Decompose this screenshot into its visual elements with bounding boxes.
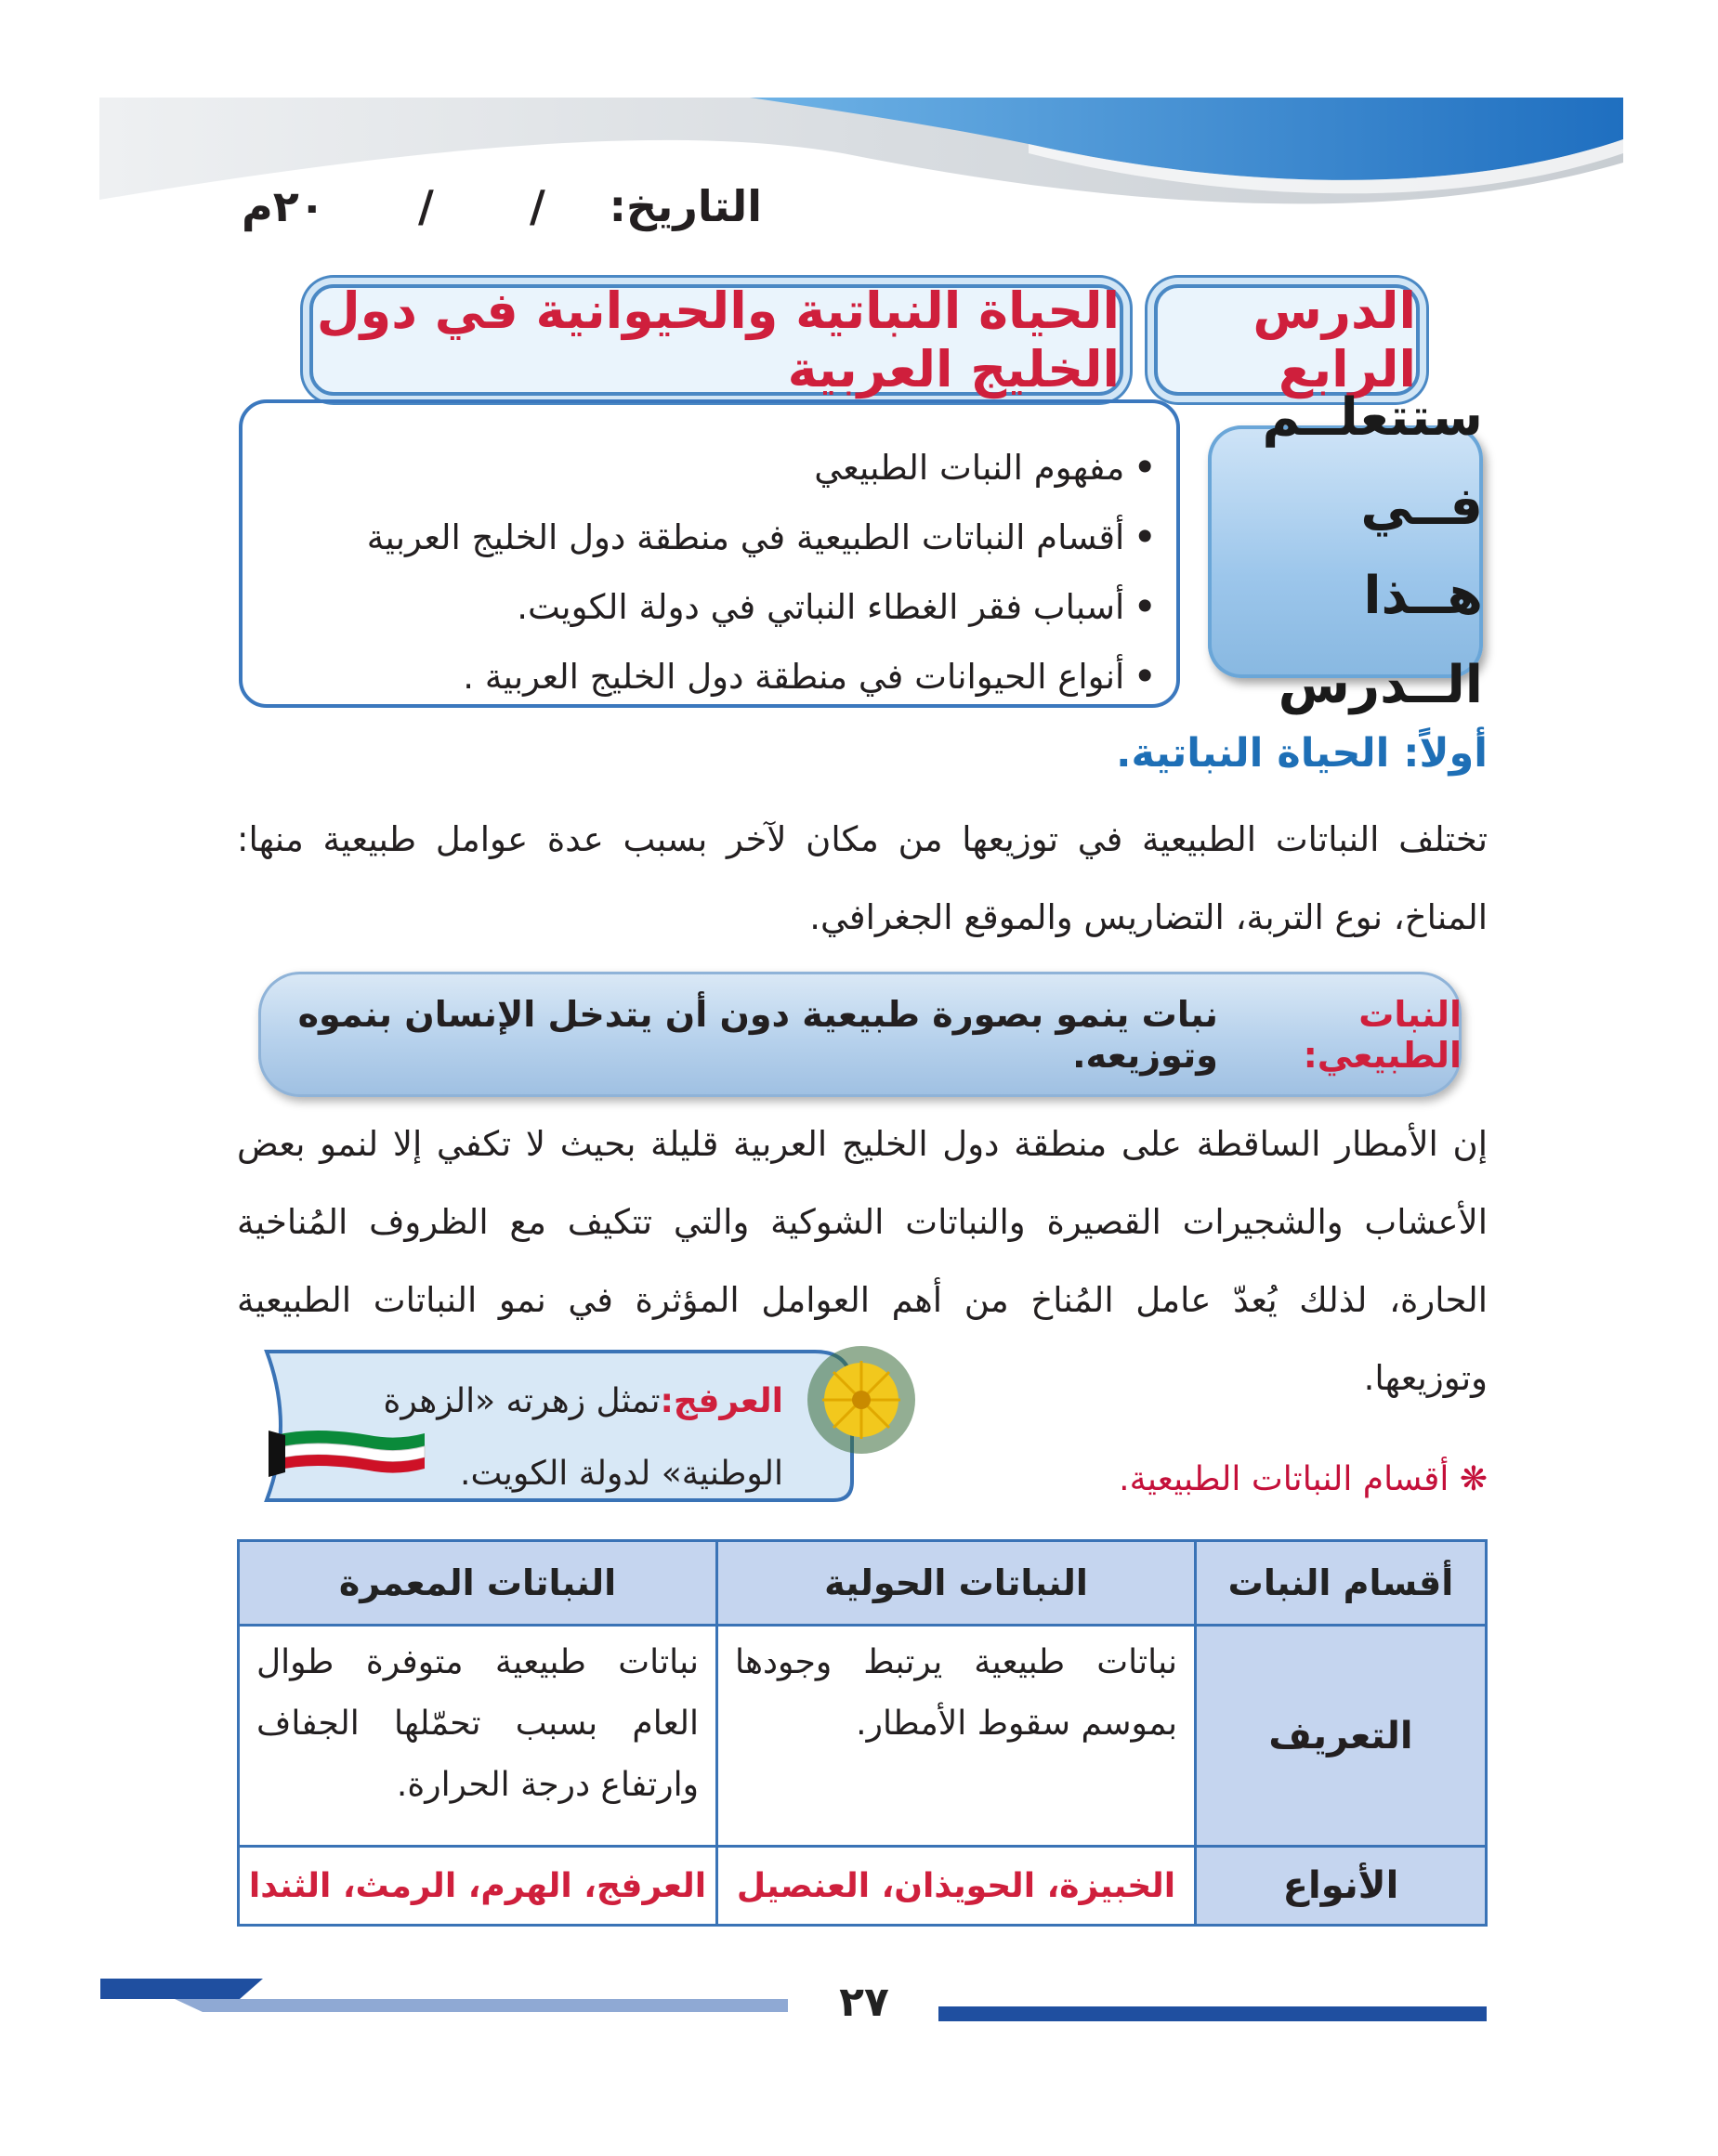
definition-term: النبات الطبيعي: xyxy=(1303,993,1462,1076)
definition-text: نبات ينمو بصورة طبيعية دون أن يتدخل الإنسان بنموه وتوزيعه. xyxy=(297,993,1218,1076)
footer-bar xyxy=(938,2006,1487,2021)
list-item: • أقسام النباتات الطبيعية في منطقة دول الخليج العربية xyxy=(367,503,1156,572)
page-number: ٢٧ xyxy=(839,1979,889,2026)
list-item: • مفهوم النبات الطبيعي xyxy=(367,433,1156,503)
paragraph: إن الأمطار الساقطة على منطقة دول الخليج العربية قليلة بحيث لا تكفي إلا لنمو بعض الأعشاب والشجيرات القصيرة والنباتات الشوكية والتي تتكيف مع الظروف المُناخية الحارة، لذلك يُعدّ عامل المُناخ من أهم العوامل المؤثرة في نمو النباتات الطبيعية وتوزيعها. xyxy=(237,1124,1488,1398)
info-term: العرفج: xyxy=(660,1382,783,1420)
table-header: أقسام النبات xyxy=(1196,1541,1487,1626)
date-year: ٢٠م xyxy=(242,181,325,231)
lesson-title: الحياة النباتية والحيوانية في دول الخليج العربية xyxy=(309,284,1123,396)
definition-box xyxy=(258,972,1462,1097)
table-header: النباتات المعمرة xyxy=(239,1541,717,1626)
list-item: • أسباب فقر الغطاء النباتي في دولة الكويت. xyxy=(367,572,1156,642)
info-description: تمثل زهرته «الزهرة الوطنية» لدولة الكويت. xyxy=(383,1382,783,1493)
plant-sections-table xyxy=(237,1539,1488,1927)
table-cell: الخبيزة، الحويذان، العنصيل xyxy=(717,1847,1196,1926)
table-header: النباتات الحولية xyxy=(717,1541,1196,1626)
paragraph: تختلف النباتات الطبيعية في توزيعها من مكان لآخر بسبب عدة عوامل طبيعية منها: المناخ، نوع التربة، التضاريس والموقع الجغرافي. xyxy=(237,819,1488,937)
learn-badge-line: ستتعلــم فــي xyxy=(1262,387,1483,537)
table-heading: ❋ أقسام النباتات الطبيعية. xyxy=(1119,1460,1488,1498)
date-line xyxy=(242,181,762,246)
date-slash: / xyxy=(418,181,434,231)
table-cell: نباتات طبيعية متوفرة طوال العام بسبب تحمّلها الجفاف وارتفاع درجة الحرارة. xyxy=(239,1626,717,1847)
table-cell: العرفج، الهرم، الرمث، الثندا xyxy=(239,1847,717,1926)
table-cell: نباتات طبيعية يرتبط وجودها بموسم سقوط الأمطار. xyxy=(717,1626,1196,1847)
table-row xyxy=(239,1847,1487,1926)
row-label: التعريف xyxy=(1196,1626,1487,1847)
date-slash: / xyxy=(530,181,545,231)
date-label: التاريخ: xyxy=(609,181,762,231)
flower-icon xyxy=(807,1346,915,1454)
footer-bar xyxy=(100,1979,788,2012)
list-item: • أنواع الحيوانات في منطقة دول الخليج العربية . xyxy=(367,642,1156,712)
learn-badge xyxy=(1208,387,1483,715)
learning-objectives-list xyxy=(367,433,1156,712)
row-label: الأنواع xyxy=(1196,1847,1487,1926)
section-heading: أولاً: الحياة النباتية. xyxy=(1116,730,1488,777)
lesson-number: الدرس الرابع xyxy=(1154,284,1420,396)
learning-objectives-box xyxy=(239,399,1180,708)
table-row xyxy=(239,1626,1487,1847)
info-callout-text xyxy=(319,1365,783,1510)
table-header-row xyxy=(239,1541,1487,1626)
learn-badge-line: هــذا الــدرس xyxy=(1278,566,1483,715)
